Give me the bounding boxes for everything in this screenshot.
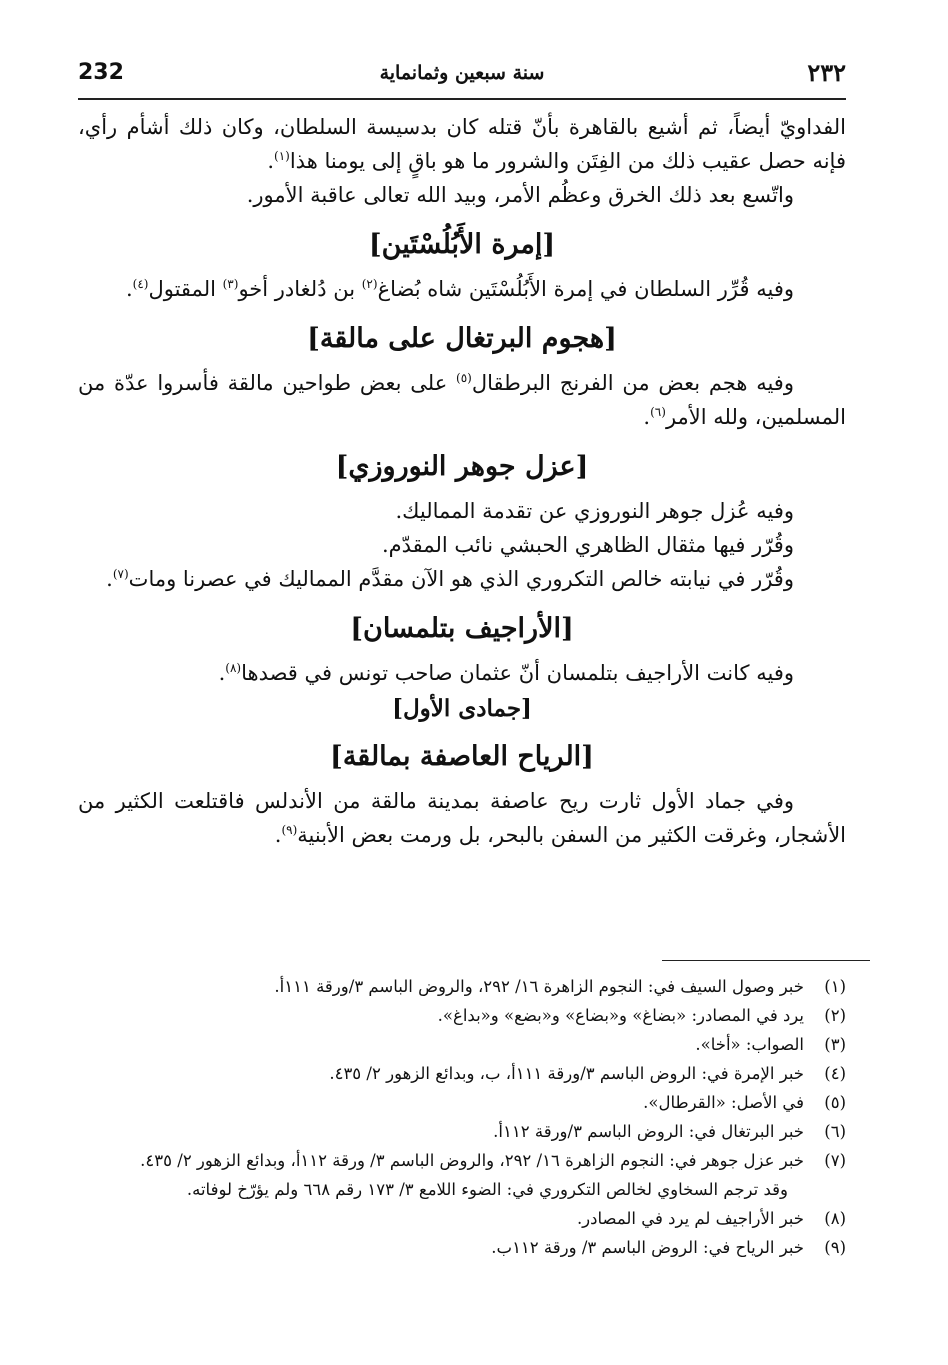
paragraph-text: وفيه قُرِّر السلطان في إمرة الأَبُلُسْتَين شاه بُضاغ — [377, 277, 794, 301]
footnote-7-continued — [78, 1175, 846, 1204]
footnote-ref: (١) — [274, 149, 290, 163]
paragraph-5: وفيه عُزل جوهر النوروزي عن تقدمة المماليك. — [395, 499, 794, 523]
footnotes — [78, 972, 846, 1262]
footnote-4 — [78, 1059, 846, 1088]
footnote-ref: (٩) — [281, 823, 298, 837]
footnote-text: وقد ترجم السخاوي لخالص التكروري في: الضوء اللامع ٣/ ١٧٣ رقم ٦٦٨ ولم يؤرّخ لوفاته. — [186, 1180, 788, 1199]
page-number-latin: 232 — [78, 60, 124, 85]
paragraph-text: الفداويّ أيضاً، ثم أشيع بالقاهرة بأنّ قتله كان بدسيسة السلطان، وكان ذلك أشأم رأي، فإنه حصل عقيب ذلك من الفِتَن والشرور ما هو باقٍ إلى يومنا هذا — [78, 115, 846, 173]
paragraph-text: وفيه هجم بعض من الفرنج البرطقال — [471, 371, 794, 395]
punct: . — [218, 661, 226, 685]
paragraph-text: وقُرّر في نيابته خالص التكروري الذي هو الآن مقدَّم المماليك في عصرنا ومات — [128, 567, 794, 591]
punct: . — [106, 567, 113, 591]
main-text — [78, 110, 846, 852]
running-title: سنة سبعين وثمانماية — [379, 62, 545, 84]
punct: . — [643, 405, 651, 429]
paragraph-2: واتّسع بعد ذلك الخرق وعظُم الأمر، وبيد الله تعالى عاقبة الأمور. — [246, 183, 794, 207]
footnote-text: خبر الرياح في: الروض الباسم ٣/ ورقة ١١٢ب. — [491, 1238, 804, 1257]
paragraph-text: على بعض طواحين مالقة فأسروا عدّة من المسلمين، ولله الأمر — [78, 371, 846, 429]
footnote-ref: (٨) — [225, 661, 242, 675]
footnote-divider — [662, 960, 870, 961]
footnote-ref: (٦) — [650, 405, 666, 419]
footnote-2 — [78, 1001, 846, 1030]
footnote-number: (٣) — [824, 1035, 846, 1054]
footnote-number: (١) — [824, 977, 846, 996]
footnote-7 — [78, 1146, 846, 1175]
section-heading-jawhar: [عزل جوهر النوروزي] — [335, 451, 589, 482]
paragraph-text: وفي جماد الأول ثارت ريح عاصفة بمدينة مالقة من الأندلس فاقتلعت الكثير من الأشجار، وغرقت الكثير من السفن بالبحر، بل ورمت بعض الأبنية — [78, 789, 846, 847]
footnote-text: خبر الأراجيف لم يرد في المصادر. — [576, 1209, 804, 1228]
paragraph-text: وفيه كانت الأراجيف بتلمسان أنّ عثمان صاحب تونس في قصدها — [241, 661, 794, 685]
footnote-text: في الأصل: «القرطال». — [643, 1093, 804, 1112]
footnote-text: خبر وصول السيف في: النجوم الزاهرة ١٦/ ٢٩٢، والروض الباسم ٣/ورقة ١١١أ. — [274, 977, 804, 996]
footnote-ref: (٤) — [132, 277, 149, 291]
punct: . — [125, 277, 133, 301]
section-heading-tlemcen: [الأراجيف بتلمسان] — [350, 613, 574, 644]
footnote-number: (٨) — [824, 1209, 846, 1228]
footnote-text: الصواب: «أخا». — [695, 1035, 804, 1054]
footnote-5 — [78, 1088, 846, 1117]
footnote-number: (٥) — [824, 1093, 846, 1112]
footnote-6 — [78, 1117, 846, 1146]
footnote-text: خبر الإمرة في: الروض الباسم ٣/ورقة ١١١أ، ب، وبدائع الزهور ٢/ ٤٣٥. — [329, 1064, 804, 1083]
footnote-text: خبر البرتغال في: الروض الباسم ٣/ورقة ١١٢أ. — [493, 1122, 804, 1141]
footnote-text: يرد في المصادر: «بضاغ» و«بضاع» و«بضع» و«بداغ». — [437, 1006, 804, 1025]
paragraph-6: وقُرّر فيها مثقال الظاهري الحبشي نائب المقدّم. — [381, 533, 794, 557]
footnote-ref: (٣) — [222, 277, 239, 291]
paragraph-8 — [78, 656, 846, 690]
footnote-8 — [78, 1204, 846, 1233]
running-header — [78, 52, 846, 100]
paragraph-9 — [78, 784, 846, 852]
footnote-number: (٦) — [824, 1122, 846, 1141]
footnote-9 — [78, 1233, 846, 1262]
footnote-number: (٧) — [824, 1151, 846, 1170]
footnote-number: (٤) — [824, 1064, 846, 1083]
paragraph-text: بن دُلغادر أخو — [238, 277, 362, 301]
footnote-3 — [78, 1030, 846, 1059]
footnote-number: (٢) — [824, 1006, 846, 1025]
paragraph-3 — [78, 272, 846, 306]
footnote-ref: (٧) — [112, 567, 129, 581]
month-heading: [جمادى الأول] — [392, 695, 532, 722]
punct: . — [267, 149, 275, 173]
punct: . — [274, 823, 282, 847]
footnote-1 — [78, 972, 846, 1001]
page-number-arabic: ٢٣٢ — [807, 58, 846, 87]
footnote-ref: (٥) — [456, 371, 472, 385]
footnote-number: (٩) — [824, 1238, 846, 1257]
paragraph-4 — [78, 366, 846, 434]
paragraph-7 — [78, 562, 846, 596]
section-heading-portugal: [هجوم البرتغال على مالقة] — [307, 323, 617, 354]
section-heading-winds: [الرياح العاصفة بمالقة] — [330, 741, 594, 772]
paragraph-1 — [78, 110, 846, 178]
footnote-ref: (٢) — [361, 277, 378, 291]
section-heading-amirate: [إمرة الأَبُلُسْتَين] — [368, 229, 556, 260]
footnote-text: خبر عزل جوهر في: النجوم الزاهرة ١٦/ ٢٩٢، والروض الباسم ٣/ ورقة ١١٢أ، وبدائع الزهور ٢/ ٤٣٥. — [140, 1151, 804, 1170]
paragraph-text: المقتول — [148, 277, 223, 301]
